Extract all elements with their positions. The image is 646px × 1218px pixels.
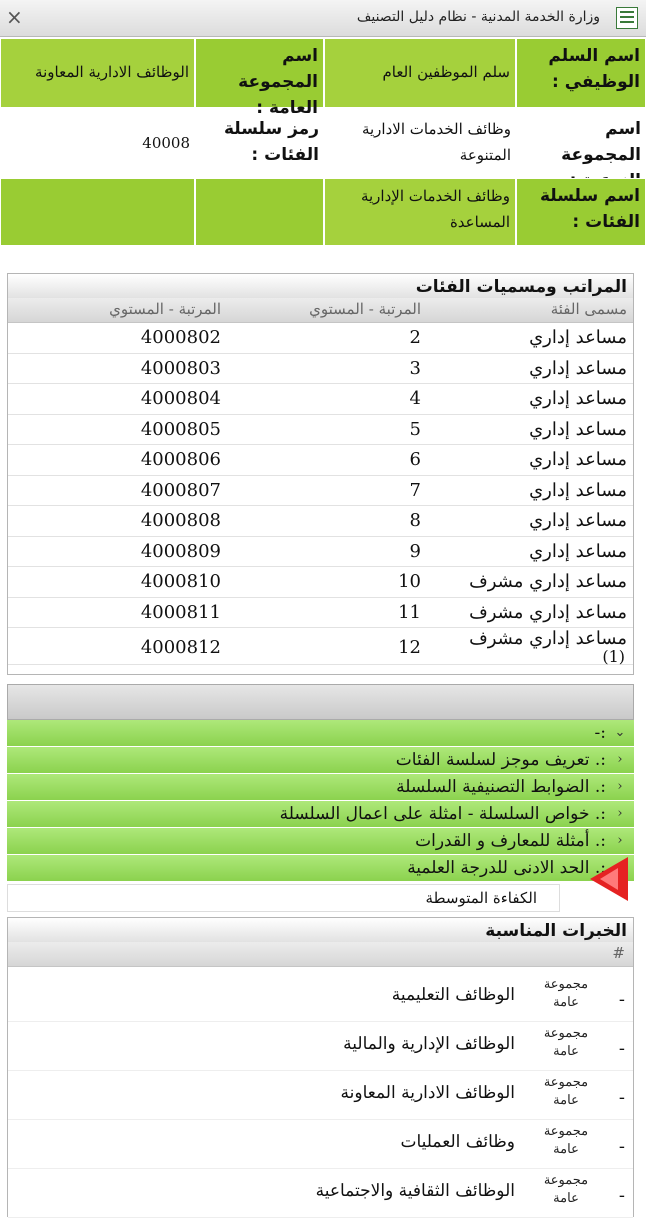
table-row (8, 537, 633, 568)
accordion-item[interactable] (7, 747, 634, 774)
list-item (8, 973, 633, 1022)
ranks-column-header (8, 298, 633, 323)
pointer-arrow-icon (590, 857, 628, 901)
group-type: مجموعة عامة (543, 1075, 589, 1108)
rank-level: 12 (398, 637, 421, 658)
empty-cell (195, 178, 324, 246)
type-group-value: وظائف الخدمات الادارية المتنوعة (361, 120, 511, 164)
rank-level: 11 (398, 601, 421, 623)
rank-name: مساعد إداري مشرف (469, 601, 627, 623)
list-dash: - (618, 1038, 625, 1059)
rank-code: 4000805 (140, 418, 221, 440)
series-name-label: اسم سلسلة الفئات : (516, 178, 646, 246)
ranks-title: المراتب ومسميات الفئات (8, 274, 633, 298)
list-dash: - (618, 989, 625, 1010)
accordion-item-label: :. الضوابط التصنيفية السلسلة (396, 777, 606, 797)
table-row (8, 476, 633, 507)
rank-level: 3 (409, 357, 421, 379)
group-type: مجموعة عامة (543, 1124, 589, 1157)
rank-name: مساعد إداري (529, 479, 627, 501)
rank-name: مساعد إداري (529, 388, 627, 409)
column-name: مسمى الفئة (550, 300, 627, 318)
chevron-left-icon[interactable]: ‹ (617, 806, 623, 821)
accordion-item[interactable] (7, 801, 634, 828)
group-name: وظائف العمليات (400, 1132, 515, 1152)
rank-code: 4000811 (140, 601, 221, 623)
table-row (8, 445, 633, 476)
table-row (8, 506, 633, 537)
rank-code: 4000809 (140, 540, 221, 562)
window-title: وزارة الخدمة المدنية - نظام دليل التصنيف (356, 9, 600, 25)
rank-name: مساعد إداري (529, 357, 627, 379)
group-name: الوظائف التعليمية (391, 985, 515, 1005)
group-type: مجموعة عامة (543, 1173, 589, 1206)
close-icon[interactable]: × (6, 5, 23, 29)
min-degree-content: الكفاءة المتوسطة (7, 884, 560, 912)
rank-level: 7 (409, 479, 421, 501)
list-item (8, 1022, 633, 1071)
table-row (8, 323, 633, 354)
table-row (8, 628, 633, 665)
rank-level: 8 (409, 510, 421, 531)
rank-code: 4000803 (140, 357, 221, 379)
list-dash: - (618, 1136, 625, 1157)
rank-level: 9 (409, 540, 421, 562)
group-type: مجموعة عامة (543, 977, 589, 1010)
chevron-left-icon[interactable]: ‹ (617, 779, 623, 794)
rank-name: مساعد إداري مشرف (469, 571, 627, 592)
ranks-rows (8, 323, 633, 665)
table-row (8, 384, 633, 415)
rank-name: مساعد إداري (529, 418, 627, 440)
group-name: الوظائف الإدارية والمالية (343, 1034, 515, 1054)
list-dash: - (618, 1185, 625, 1206)
rank-level: 2 (409, 327, 421, 348)
column-number: # (612, 944, 625, 962)
experience-rows (8, 967, 633, 1218)
rank-code: 4000807 (140, 479, 221, 501)
rank-code: 4000810 (140, 571, 221, 592)
experience-title: الخبرات المناسبة (8, 918, 633, 942)
rank-code: 4000808 (140, 510, 221, 531)
accordion-item[interactable] (7, 774, 634, 801)
panel-header (7, 684, 634, 720)
series-code-label: رمز سلسلة الفئات : (223, 119, 319, 165)
accordion-item[interactable] (7, 720, 634, 747)
job-scale-label: اسم السلم الوظيفي : (516, 38, 646, 108)
app-icon (616, 7, 638, 29)
rank-name: مساعد إداري (529, 510, 627, 531)
series-name-value: وظائف الخدمات الإدارية المساعدة (324, 178, 516, 246)
ranks-table (7, 273, 634, 675)
table-row (8, 567, 633, 598)
column-code: المرتبة - المستوي (109, 300, 221, 318)
chevron-left-icon[interactable]: ‹ (617, 752, 623, 767)
rank-level: 10 (398, 571, 421, 592)
rank-level: 5 (409, 418, 421, 440)
accordion-item-label: :. تعريف موجز لسلسة الفئات (395, 750, 606, 770)
list-dash: - (618, 1087, 625, 1108)
list-item (8, 1071, 633, 1120)
accordion-item[interactable] (7, 855, 634, 882)
rank-name: مساعد إداري (529, 327, 627, 348)
job-scale-value: سلم الموظفين العام (324, 38, 516, 108)
list-item (8, 1120, 633, 1169)
accordion-item-label: :- (594, 723, 606, 743)
general-group-value: الوظائف الادارية المعاونة (0, 38, 195, 108)
type-group-label: اسم المجموعة (561, 119, 641, 165)
column-rank: المرتبة - المستوي (309, 300, 421, 318)
experience-table (7, 917, 634, 1217)
accordion-item-label: :. أمثلة للمعارف و القدرات (415, 831, 606, 851)
group-type: مجموعة عامة (543, 1026, 589, 1059)
experience-column-header (8, 942, 633, 967)
chevron-down-icon[interactable]: ⌄ (614, 725, 626, 740)
rank-name: مساعد إداري مشرف (469, 628, 627, 649)
general-group-label: اسم المجموعة العامة : (195, 38, 324, 108)
rank-code: 4000802 (140, 327, 221, 348)
group-name: الوظائف الادارية المعاونة (340, 1083, 515, 1103)
rank-name: مساعد إداري (529, 540, 627, 562)
rank-level: 4 (409, 388, 421, 409)
accordion-item-label: :. خواص السلسلة - امثلة على اعمال السلسلة (279, 804, 606, 824)
chevron-down-icon[interactable]: ⌄ (614, 860, 626, 875)
group-name: الوظائف الثقافية والاجتماعية (315, 1181, 515, 1201)
chevron-left-icon[interactable]: ‹ (617, 833, 623, 848)
title-bar (0, 0, 646, 37)
table-row (8, 415, 633, 446)
rank-code: 4000812 (140, 637, 221, 658)
accordion-item-label: :. الحد الادنى للدرجة العلمية (407, 858, 606, 878)
rank-code: 4000804 (140, 388, 221, 409)
accordion-item[interactable] (7, 828, 634, 855)
rank-code: 4000806 (140, 449, 221, 470)
rank-name: مساعد إداري (529, 449, 627, 470)
empty-cell (0, 178, 195, 246)
table-row (8, 354, 633, 385)
series-code-value: 40008 (142, 134, 190, 152)
rank-suffix: (1) (602, 647, 625, 666)
rank-level: 6 (409, 449, 421, 470)
list-item (8, 1169, 633, 1218)
table-row (8, 598, 633, 629)
